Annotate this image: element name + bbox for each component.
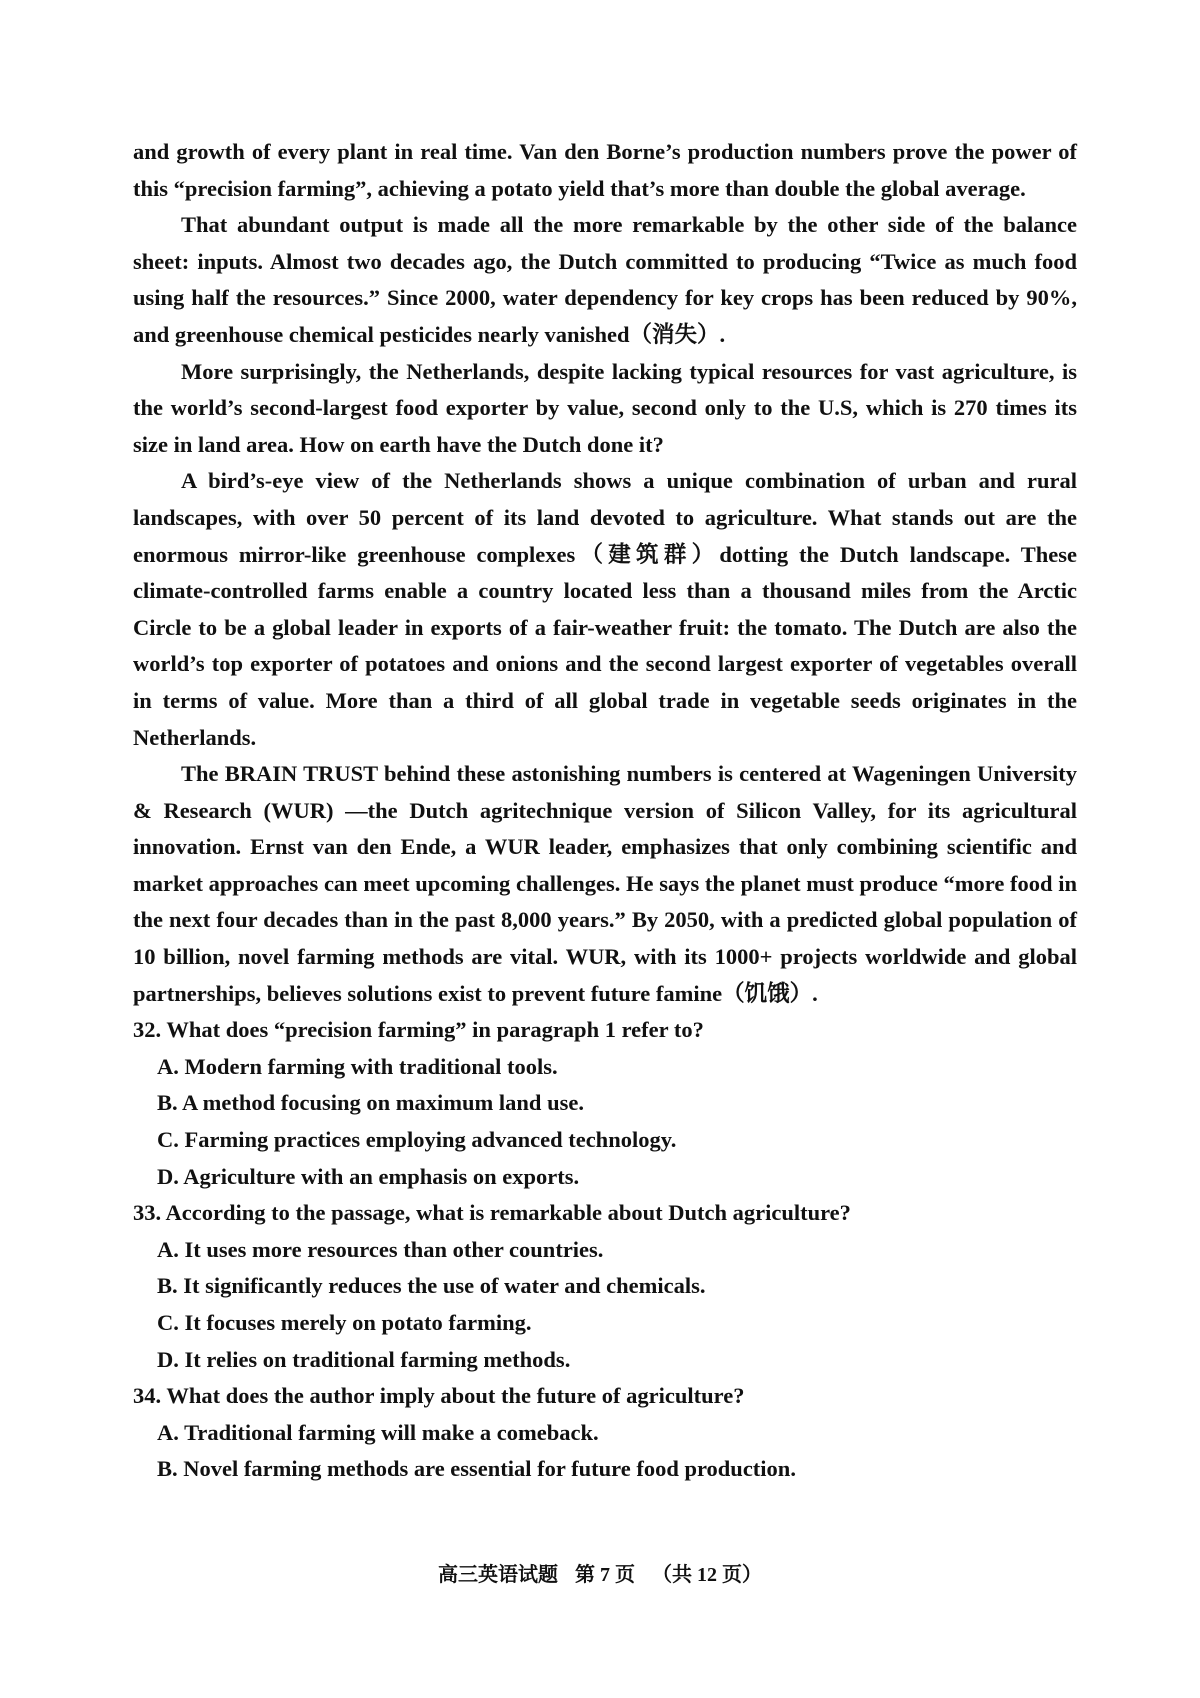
passage-paragraph-5: The BRAIN TRUST behind these astonishing numbers is centered at Wageningen University & Research (WUR) —the Dutch agritechnique version of Silicon Valley, for its agricultural innovation. Ernst van den Ende, a WUR leader, emphasizes that only combining scientific and market approaches can meet upcoming challenges. He says the planet must produce “more food in the next four decades than in the past 8,000 years.” By 2050, with a predicted global population of 10 billion, novel farming methods are vital. WUR, with its 1000+ projects worldwide and global partnerships, believes solutions exist to prevent future famine（饥饿）. — [133, 761, 1077, 1006]
passage-paragraph-2: That abundant output is made all the more remarkable by the other side of the balance sheet: inputs. Almost two decades ago, the Dutch committed to producing “Twice as much food using half the resources.” Since 2000, water dependency for key crops has been reduced by 90%, and greenhouse chemical pesticides nearly vanished（消失）. — [133, 212, 1077, 347]
option-b: B. A method focusing on maximum land use. — [157, 1090, 584, 1116]
question-32 — [133, 1012, 1077, 1195]
question-stem: 32. What does “precision farming” in paragraph 1 refer to? — [133, 1017, 704, 1043]
option-a: A. It uses more resources than other countries. — [157, 1236, 604, 1262]
option-d: D. It relies on traditional farming methods. — [157, 1346, 571, 1372]
exam-page-content — [133, 134, 1077, 1488]
question-33 — [133, 1195, 1077, 1378]
question-stem: 34. What does the author imply about the future of agriculture? — [133, 1383, 745, 1409]
footer-total-pages: （共 12 页） — [652, 1564, 762, 1586]
footer-title: 高三英语试题 — [438, 1564, 558, 1586]
option-a: A. Modern farming with traditional tools. — [157, 1053, 558, 1079]
option-b: B. Novel farming methods are essential for future food production. — [157, 1456, 796, 1482]
passage-paragraph-1: and growth of every plant in real time. Van den Borne’s production numbers prove the power of this “precision farming”, achieving a potato yield that’s more than double the global average. — [133, 139, 1077, 201]
passage-paragraph-3: More surprisingly, the Netherlands, despite lacking typical resources for vast agriculture, is the world’s second-largest food exporter by value, second only to the U.S, which is 270 times its size in land area. How on earth have the Dutch done it? — [133, 358, 1077, 457]
option-c: C. Farming practices employing advanced technology. — [157, 1127, 677, 1153]
question-stem: 33. According to the passage, what is remarkable about Dutch agriculture? — [133, 1200, 851, 1226]
page-footer — [0, 1558, 1200, 1587]
passage-paragraph-4: A bird’s-eye view of the Netherlands shows a unique combination of urban and rural landscapes, with over 50 percent of its land devoted to agriculture. What stands out are the enormous mirror-like greenhouse complexes（建筑群）dotting the Dutch landscape. These climate-controlled farms enable a country located less than a thousand miles from the Arctic Circle to be a global leader in exports of a fair-weather fruit: the tomato. The Dutch are also the world’s top exporter of potatoes and onions and the second largest exporter of vegetables overall in terms of value. More than a third of all global trade in vegetable seeds originates in the Netherlands. — [133, 468, 1077, 750]
option-c: C. It focuses merely on potato farming. — [157, 1310, 532, 1335]
option-a: A. Traditional farming will make a comeback. — [157, 1419, 599, 1445]
option-d: D. Agriculture with an emphasis on exports. — [157, 1163, 580, 1189]
option-b: B. It significantly reduces the use of water and chemicals. — [157, 1273, 706, 1299]
footer-page-number: 第 7 页 — [575, 1564, 635, 1586]
question-34 — [133, 1378, 1077, 1488]
